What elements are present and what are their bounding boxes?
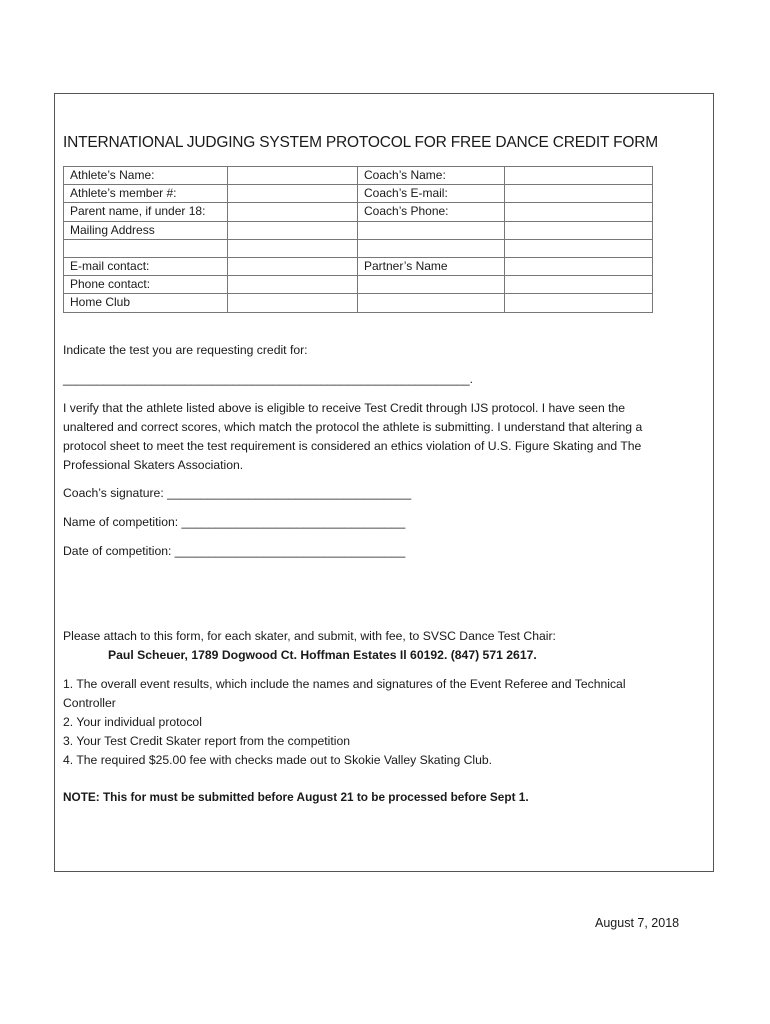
verify-line: unaltered and correct scores, which match the protocol the athlete is submitting. I understand that altering a bbox=[63, 420, 643, 434]
form-title: INTERNATIONAL JUDGING SYSTEM PROTOCOL FOR FREE DANCE CREDIT FORM bbox=[63, 134, 658, 151]
field-value-cell[interactable] bbox=[505, 294, 653, 312]
mailing-address: Paul Scheuer, 1789 Dogwood Ct. Hoffman Estates Il 60192. (847) 571 2617. bbox=[108, 648, 537, 662]
field-value-cell[interactable] bbox=[358, 239, 505, 257]
athlete-info-table bbox=[63, 166, 653, 313]
field-value-cell[interactable] bbox=[228, 167, 358, 185]
table-row bbox=[64, 257, 653, 275]
field-label: Home Club bbox=[64, 294, 228, 312]
list-item: 4. The required $25.00 fee with checks made out to Skokie Valley Skating Club. bbox=[63, 753, 493, 767]
table-row bbox=[64, 203, 653, 221]
test-input-line[interactable]: ____________________________________________________________. bbox=[63, 372, 474, 386]
field-value-cell[interactable] bbox=[505, 257, 653, 275]
field-label: Partner’s Name bbox=[358, 257, 505, 275]
field-value-cell[interactable] bbox=[505, 276, 653, 294]
coach-signature-field[interactable]: Coach’s signature: ____________________________________ bbox=[63, 486, 412, 500]
field-value-cell[interactable] bbox=[358, 294, 505, 312]
field-label: Coach’s Name: bbox=[358, 167, 505, 185]
field-value-cell[interactable] bbox=[505, 167, 653, 185]
field-value-cell[interactable] bbox=[228, 185, 358, 203]
field-value-cell[interactable] bbox=[505, 239, 653, 257]
verification-paragraph bbox=[63, 399, 693, 475]
field-value-cell[interactable] bbox=[228, 257, 358, 275]
table-row bbox=[64, 294, 653, 312]
test-prompt: Indicate the test you are requesting credit for: bbox=[63, 343, 308, 357]
verify-line: Professional Skaters Association. bbox=[63, 458, 244, 472]
competition-date-field[interactable]: Date of competition: __________________________________ bbox=[63, 544, 406, 558]
field-value-cell[interactable] bbox=[358, 276, 505, 294]
table-row bbox=[64, 276, 653, 294]
verify-line: protocol sheet to meet the test requirement is considered an ethics violation of U.S. Figure Skating and The bbox=[63, 439, 642, 453]
list-item: 3. Your Test Credit Skater report from the competition bbox=[63, 734, 350, 748]
field-value-cell[interactable] bbox=[228, 203, 358, 221]
field-value-cell[interactable] bbox=[228, 276, 358, 294]
field-value-cell[interactable] bbox=[505, 221, 653, 239]
list-item: 1. The overall event results, which include the names and signatures of the Event Referee and Technical bbox=[63, 677, 626, 691]
field-label: Phone contact: bbox=[64, 276, 228, 294]
table-row bbox=[64, 185, 653, 203]
field-value-cell[interactable] bbox=[228, 294, 358, 312]
field-label: Coach’s Phone: bbox=[358, 203, 505, 221]
document-date: August 7, 2018 bbox=[595, 916, 680, 930]
field-value-cell[interactable] bbox=[64, 239, 228, 257]
list-item: 2. Your individual protocol bbox=[63, 715, 202, 729]
field-label: Athlete’s member #: bbox=[64, 185, 228, 203]
field-value-cell[interactable] bbox=[228, 221, 358, 239]
verify-line: I verify that the athlete listed above is eligible to receive Test Credit through IJS protocol. I have seen the bbox=[63, 401, 626, 415]
deadline-note: NOTE: This for must be submitted before August 21 to be processed before Sept 1. bbox=[63, 790, 529, 804]
table-row bbox=[64, 221, 653, 239]
field-value-cell[interactable] bbox=[358, 221, 505, 239]
table-row bbox=[64, 167, 653, 185]
attach-instructions: Please attach to this form, for each skater, and submit, with fee, to SVSC Dance Test Chair: bbox=[63, 629, 556, 643]
field-value-cell[interactable] bbox=[505, 185, 653, 203]
field-label: Coach’s E-mail: bbox=[358, 185, 505, 203]
field-label: Mailing Address bbox=[64, 221, 228, 239]
field-label: E-mail contact: bbox=[64, 257, 228, 275]
competition-name-field[interactable]: Name of competition: _________________________________ bbox=[63, 515, 406, 529]
field-label: Parent name, if under 18: bbox=[64, 203, 228, 221]
list-item: Controller bbox=[63, 696, 116, 710]
requirements-list bbox=[63, 675, 693, 770]
field-value-cell[interactable] bbox=[228, 239, 358, 257]
table-row bbox=[64, 239, 653, 257]
field-value-cell[interactable] bbox=[505, 203, 653, 221]
field-label: Athlete’s Name: bbox=[64, 167, 228, 185]
